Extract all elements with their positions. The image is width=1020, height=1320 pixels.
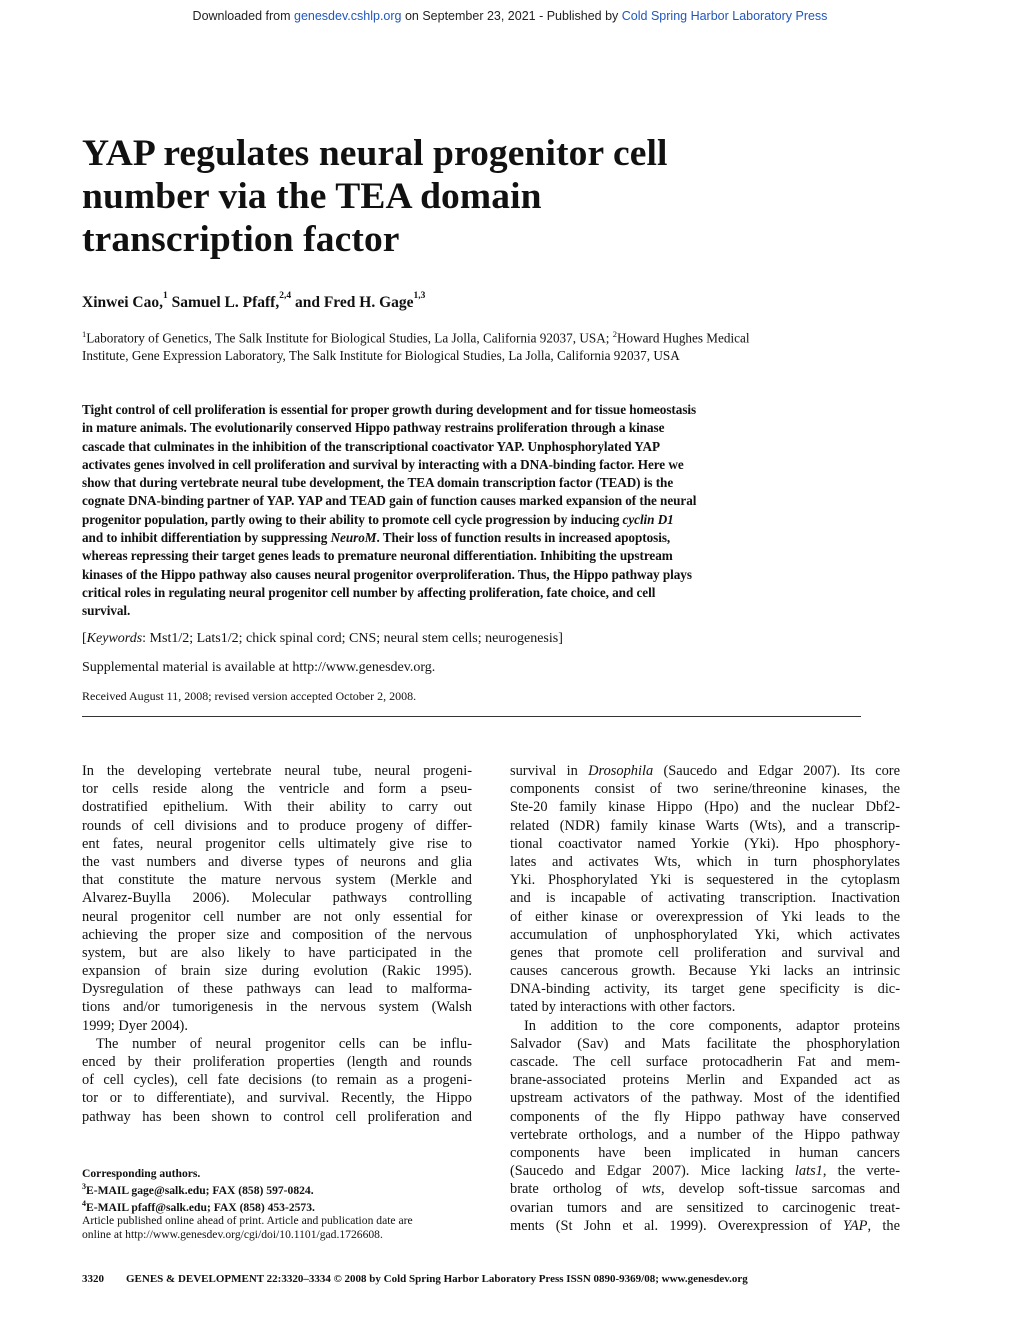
gene-name: wts bbox=[641, 1181, 661, 1198]
abstract-line: survival. bbox=[82, 603, 131, 619]
body-line: tional coactivator named Yorkie (Yki). Hpo phosphory- bbox=[510, 835, 900, 852]
corresp-email-line bbox=[82, 1197, 482, 1214]
body-line: that constitute the mature nervous system (Merkle and bbox=[82, 872, 472, 889]
body-line: Yki. Phosphorylated Yki is sequestered in the cytoplasm bbox=[510, 872, 900, 889]
body-text: survival in bbox=[510, 763, 589, 779]
body-line: of cell cycles), cell fate decisions (to remain as a progeni- bbox=[82, 1072, 472, 1089]
body-line: DNA-binding activity, its target gene specificity is dic- bbox=[510, 981, 900, 998]
abstract-line: Tight control of cell proliferation is essential for proper growth during development and for tissue homeostasis bbox=[82, 402, 697, 417]
body-line: The number of neural progenitor cells can be influ- bbox=[96, 1035, 472, 1052]
author-name: Xinwei Cao, bbox=[82, 294, 163, 311]
download-banner bbox=[0, 9, 1020, 23]
body-line: upstream activators of the pathway. Most of the identified bbox=[510, 1090, 900, 1107]
keywords-bracket: [ bbox=[82, 631, 87, 646]
author-name: and Fred H. Gage bbox=[294, 294, 414, 311]
received-dates: Received August 11, 2008; revised version accepted October 2, 2008. bbox=[82, 689, 417, 703]
author-affiliation-mark: 1 bbox=[162, 291, 168, 301]
title-line: transcription factor bbox=[82, 219, 400, 260]
body-line: Ste-20 family kinase Hippo (Hpo) and the nuclear Dbf2- bbox=[510, 799, 900, 816]
body-line: genes that promote cell proliferation and survival and bbox=[510, 944, 900, 961]
abstract-line: in mature animals. The evolutionarily conserved Hippo pathway restrains proliferation through a kinase bbox=[82, 420, 665, 436]
body-line: related (NDR) family kinase Warts (Wts), and a transcrip- bbox=[510, 817, 900, 834]
body-line: the vast numbers and diverse types of neurons and glia bbox=[82, 853, 472, 870]
body-text: , develop soft-tissue sarcomas and bbox=[661, 1181, 900, 1198]
body-line: rounds of cell divisions and to produce progeny of differ- bbox=[82, 817, 472, 834]
body-line: components have been implicated in human cancers bbox=[510, 1144, 900, 1161]
affiliation-line: Institute, Gene Expression Laboratory, The Salk Institute for Biological Studies, La Jolla, California 92037, USA bbox=[82, 348, 680, 364]
affiliations bbox=[82, 325, 872, 365]
body-line: Alvarez-Buylla 2006). Molecular pathways controlling bbox=[82, 890, 472, 907]
author-list bbox=[82, 291, 862, 312]
gene-name: cyclin D1 bbox=[622, 511, 674, 527]
body-line: brane-associated proteins Merlin and Expanded act as bbox=[510, 1072, 900, 1089]
body-line: achieving the proper size and composition of the nervous bbox=[82, 926, 472, 943]
body-line: lates and activates Wts, which in turn phosphorylates bbox=[510, 853, 900, 870]
author-affiliation-mark: 1,3 bbox=[413, 291, 426, 301]
body-line: expansion of brain size during evolution (Rakic 1995). bbox=[82, 963, 472, 980]
corresp-email: E-MAIL gage@salk.edu; FAX (858) 597-0824. bbox=[86, 1184, 314, 1198]
corresponding-authors-note bbox=[82, 1167, 482, 1241]
corresp-email-line bbox=[82, 1180, 482, 1197]
body-line: Dysregulation of these pathways can lead to malforma- bbox=[82, 981, 472, 998]
affiliation-line bbox=[82, 325, 872, 347]
title-line: YAP regulates neural progenitor cell bbox=[82, 133, 668, 174]
gene-name: YAP bbox=[842, 1217, 868, 1234]
body-line bbox=[510, 1180, 900, 1198]
supplemental-note: Supplemental material is available at http://www.genesdev.org. bbox=[82, 660, 436, 675]
species-name: Drosophila bbox=[588, 763, 654, 779]
corresp-email: E-MAIL pfaff@salk.edu; FAX (858) 453-2573. bbox=[86, 1201, 315, 1215]
abstract-line: critical roles in regulating neural progenitor cell number by affecting proliferation, fate choice, and cell bbox=[82, 584, 656, 600]
abstract-text: and to inhibit differentiation by suppressing bbox=[82, 530, 331, 546]
publisher-link[interactable]: Cold Spring Harbor Laboratory Press bbox=[621, 9, 828, 23]
abstract-line: show that during vertebrate neural tube development, the TEA domain transcription factor (TEAD) is the bbox=[82, 475, 674, 491]
abstract bbox=[82, 401, 862, 621]
body-line bbox=[510, 1217, 900, 1235]
body-line: tions and/or tumorigenesis in the nervous system (Walsh bbox=[82, 999, 472, 1016]
body-column-right bbox=[510, 762, 900, 1235]
abstract-line: activates genes involved in cell proliferation and survival by interacting with a DNA-binding factor. Here we bbox=[82, 456, 684, 472]
body-text: (Saucedo and Edgar 2007). Mice lacking bbox=[510, 1163, 795, 1180]
body-line: tor or to differentiate), and survival. Recently, the Hippo bbox=[82, 1090, 472, 1107]
section-divider bbox=[82, 716, 861, 717]
site-link[interactable]: genesdev.cshlp.org bbox=[294, 9, 402, 23]
abstract-line bbox=[82, 529, 862, 547]
abstract-line bbox=[82, 511, 862, 529]
author-affiliation-mark: 2,4 bbox=[279, 291, 292, 301]
affiliation-text: Howard Hughes Medical bbox=[616, 330, 750, 346]
body-line: dostratified epithelium. With their ability to carry out bbox=[82, 799, 472, 816]
body-line: and is incapable of activating transcription. Inactivation bbox=[510, 890, 900, 907]
journal-citation: GENES & DEVELOPMENT 22:3320–3334 © 2008 by Cold Spring Harbor Laboratory Press ISSN 0890-9369/08; www.genesdev.org bbox=[126, 1273, 748, 1285]
body-line: In the developing vertebrate neural tube, neural progeni- bbox=[82, 763, 472, 779]
banner-middle: on September 23, 2021 - Published by bbox=[401, 9, 622, 23]
body-line: enced by their proliferation properties (length and rounds bbox=[82, 1054, 472, 1070]
corresp-mark: 3 bbox=[82, 1182, 86, 1192]
body-line: cascade. The cell surface protocadherin Fat and mem- bbox=[510, 1054, 900, 1070]
body-line bbox=[510, 762, 900, 780]
article-title bbox=[82, 132, 862, 261]
corresp-mark: 4 bbox=[82, 1199, 86, 1209]
body-line: accumulation of unphosphorylated Yki, which activates bbox=[510, 926, 900, 943]
abstract-line: kinases of the Hippo pathway also causes neural progenitor overproliferation. Thus, the Hippo pathway plays bbox=[82, 566, 692, 582]
abstract-line: cascade that culminates in the inhibition of the transcriptional coactivator YAP. Unphosphorylated YAP bbox=[82, 438, 660, 454]
body-line: tor cells reside along the ventricle and form a pseu- bbox=[82, 781, 472, 798]
body-line: ent fates, neural progenitor cells ultimately give rise to bbox=[82, 835, 472, 852]
online-note: Article published online ahead of print. Article and publication date are bbox=[82, 1214, 413, 1228]
body-line: In addition to the core components, adaptor proteins bbox=[524, 1017, 900, 1034]
affiliation-mark: 1 bbox=[82, 329, 87, 339]
corresp-heading: Corresponding authors. bbox=[82, 1167, 201, 1180]
body-text: ments (St John et al. 1999). Overexpression of bbox=[510, 1217, 843, 1234]
body-line: vertebrate orthologs, and a number of the Hippo pathway bbox=[510, 1126, 900, 1143]
body-line: system, but are also likely to have participated in the bbox=[82, 944, 472, 961]
body-text: , the bbox=[867, 1217, 900, 1234]
keywords bbox=[82, 630, 862, 648]
body-line: ovarian tumors and are sensitized to carcinogenic treat- bbox=[510, 1199, 900, 1216]
affiliation-text: Laboratory of Genetics, The Salk Institute for Biological Studies, La Jolla, California 92037, USA; bbox=[86, 330, 613, 346]
keywords-label: Keywords bbox=[86, 631, 143, 646]
body-line: pathway has been shown to control cell proliferation and bbox=[82, 1108, 472, 1125]
body-line: components consist of two serine/threonine kinases, the bbox=[510, 781, 900, 798]
body-text: brate ortholog of bbox=[510, 1181, 642, 1198]
body-line: causes cancerous growth. Because Yki lacks an intrinsic bbox=[510, 963, 900, 980]
body-line: components of the fly Hippo pathway have conserved bbox=[510, 1108, 900, 1125]
gene-name: lats1 bbox=[794, 1163, 823, 1180]
affiliation-mark: 2 bbox=[612, 329, 617, 339]
page-footer bbox=[82, 1273, 862, 1285]
body-line: of either kinase or overexpression of Yki leads to the bbox=[510, 908, 900, 925]
abstract-text: . Their loss of function results in increased apoptosis, bbox=[376, 530, 671, 546]
keywords-text: : Mst1/2; Lats1/2; chick spinal cord; CNS; neural stem cells; neurogenesis] bbox=[142, 631, 563, 646]
gene-name: NeuroM bbox=[330, 530, 377, 546]
abstract-text: progenitor population, partly owing to their ability to promote cell cycle progression by inducing bbox=[82, 511, 623, 527]
page-number: 3320 bbox=[82, 1273, 104, 1285]
body-line: Salvador (Sav) and Mats facilitate the phosphorylation bbox=[510, 1035, 900, 1052]
body-line: neural progenitor cell number are not only essential for bbox=[82, 908, 472, 925]
body-line: tated by interactions with other factors. bbox=[510, 999, 736, 1016]
body-column-left bbox=[82, 762, 472, 1126]
online-note: online at http://www.genesdev.org/cgi/doi/10.1101/gad.1726608. bbox=[82, 1227, 383, 1241]
body-line: 1999; Dyer 2004). bbox=[82, 1017, 188, 1034]
title-line: number via the TEA domain bbox=[82, 176, 542, 217]
author-name: Samuel L. Pfaff, bbox=[171, 294, 280, 311]
banner-prefix: Downloaded from bbox=[192, 9, 294, 23]
body-line bbox=[510, 1162, 900, 1180]
abstract-line: whereas repressing their target genes leads to premature neuronal differentiation. Inhibiting the upstream bbox=[82, 548, 673, 564]
abstract-line: cognate DNA-binding partner of YAP. YAP and TEAD gain of function causes marked expansion of the neural bbox=[82, 493, 697, 509]
body-text: , the verte- bbox=[822, 1163, 900, 1180]
body-text: (Saucedo and Edgar 2007). Its core bbox=[653, 763, 900, 779]
